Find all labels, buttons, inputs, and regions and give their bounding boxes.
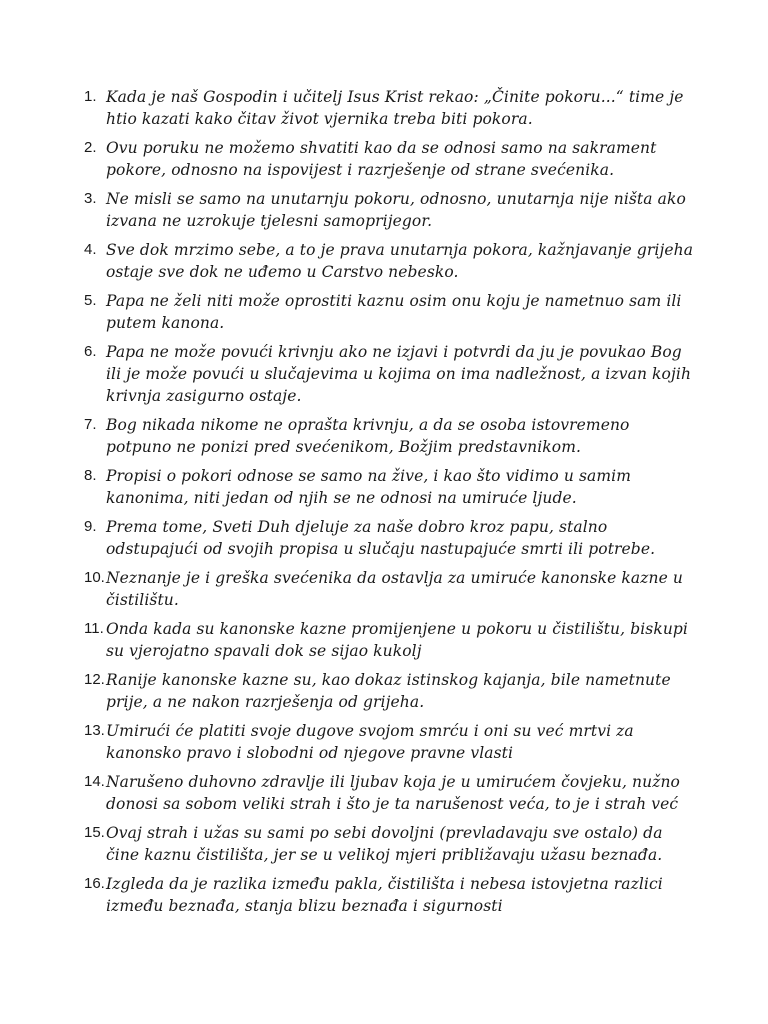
item-text: Ranije kanonske kazne su, kao dokaz istinskog kajanja, bile nametnute prije, a ne nakon razrješenja od grijeha. — [106, 671, 671, 711]
item-number: 3. — [84, 190, 97, 207]
list-item — [84, 567, 694, 611]
item-number: 6. — [84, 343, 97, 360]
list-item — [84, 86, 694, 130]
theses-list — [84, 86, 694, 917]
item-text: Bog nikada nikome ne oprašta krivnju, a da se osoba istovremeno potpuno ne ponizi pred svećenikom, Božjim predstavnikom. — [106, 416, 630, 456]
item-number: 13. — [84, 722, 105, 739]
list-item — [84, 771, 694, 815]
list-item — [84, 414, 694, 458]
item-text: Neznanje je i greška svećenika da ostavlja za umiruće kanonske kazne u čistilištu. — [106, 569, 683, 609]
item-text: Kada je naš Gospodin i učitelj Isus Krist rekao: „Činite pokoru...“ time je htio kazati kako čitav život vjernika treba biti pokora. — [106, 88, 684, 128]
item-number: 8. — [84, 467, 97, 484]
list-item — [84, 618, 694, 662]
item-number: 10. — [84, 569, 105, 586]
list-item — [84, 239, 694, 283]
item-text: Izgleda da je razlika između pakla, čistilišta i nebesa istovjetna razlici između beznađa, stanja blizu beznađa i sigurnosti — [106, 875, 663, 915]
list-item — [84, 290, 694, 334]
item-number: 4. — [84, 241, 97, 258]
list-item — [84, 516, 694, 560]
item-text: Papa ne može povući krivnju ako ne izjavi i potvrdi da ju je povukao Bog ili je može povući u slučajevima u kojima on ima nadležnost, a izvan kojih krivnja zasigurno ostaje. — [106, 343, 692, 405]
item-number: 2. — [84, 139, 97, 156]
item-number: 12. — [84, 671, 105, 688]
list-item — [84, 822, 694, 866]
item-number: 5. — [84, 292, 97, 309]
item-number: 14. — [84, 773, 105, 790]
item-number: 15. — [84, 824, 105, 841]
item-number: 7. — [84, 416, 97, 433]
item-number: 16. — [84, 875, 105, 892]
list-item — [84, 669, 694, 713]
item-text: Umirući će platiti svoje dugove svojom smrću i oni su već mrtvi za kanonsko pravo i slobodni od njegove pravne vlasti — [106, 722, 634, 762]
item-number: 11. — [84, 620, 104, 637]
item-text: Ovu poruku ne možemo shvatiti kao da se odnosi samo na sakrament pokore, odnosno na ispovijest i razrješenje od strane svećenika. — [106, 139, 657, 179]
list-item — [84, 465, 694, 509]
item-text: Prema tome, Sveti Duh djeluje za naše dobro kroz papu, stalno odstupajući od svojih propisa u slučaju nastupajuće smrti ili potrebe. — [106, 518, 656, 558]
item-text: Narušeno duhovno zdravlje ili ljubav koja je u umirućem čovjeku, nužno donosi sa sobom veliki strah i što je ta narušenost veća, to je i strah već — [106, 773, 680, 813]
item-text: Ne misli se samo na unutarnju pokoru, odnosno, unutarnja nije ništa ako izvana ne uzrokuje tjelesni samoprijegor. — [106, 190, 686, 230]
list-item — [84, 873, 694, 917]
item-number: 1. — [84, 88, 97, 105]
list-item — [84, 720, 694, 764]
item-number: 9. — [84, 518, 97, 535]
list-item — [84, 188, 694, 232]
list-item — [84, 341, 694, 407]
item-text: Onda kada su kanonske kazne promijenjene u pokoru u čistilištu, biskupi su vjerojatno spavali dok se sijao kukolj — [106, 620, 688, 660]
item-text: Ovaj strah i užas su sami po sebi dovoljni (prevladavaju sve ostalo) da čine kaznu čistilišta, jer se u velikoj mjeri približavaju užasu beznađa. — [106, 824, 663, 864]
item-text: Papa ne želi niti može oprostiti kaznu osim onu koju je nametnuo sam ili putem kanona. — [106, 292, 682, 332]
list-item — [84, 137, 694, 181]
item-text: Propisi o pokori odnose se samo na žive, i kao što vidimo u samim kanonima, niti jedan od njih se ne odnosi na umiruće ljude. — [106, 467, 632, 507]
item-text: Sve dok mrzimo sebe, a to je prava unutarnja pokora, kažnjavanje grijeha ostaje sve dok ne uđemo u Carstvo nebesko. — [106, 241, 694, 281]
